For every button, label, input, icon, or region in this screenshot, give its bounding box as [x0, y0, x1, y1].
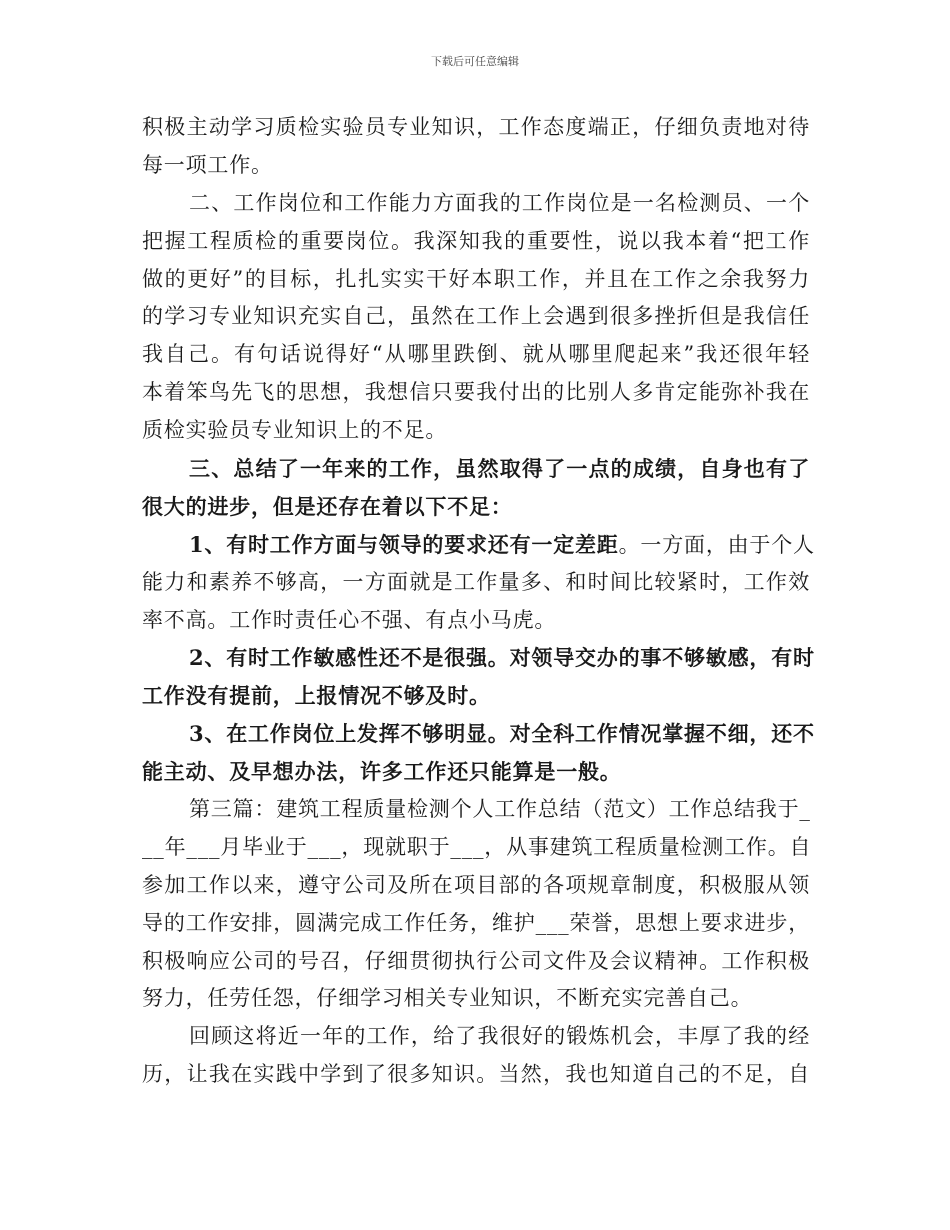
- text-line: 的学习专业知识充实自己，虽然在工作上会遇到很多挫折但是我信任: [142, 304, 810, 329]
- paragraph: [142, 1018, 810, 1094]
- text-line: 我自己。有句话说得好“从哪里跌倒、就从哪里爬起来”我还很年轻: [142, 342, 810, 367]
- document-body: [142, 109, 815, 1094]
- text-line: 把握工程质检的重要岗位。我深知我的重要性，说以我本着“把工作: [142, 228, 810, 253]
- text-line: 工作没有提前，上报情况不够及时。: [142, 683, 491, 709]
- text-line: 2、有时工作敏感性还不是很强。对领导交办的事不够敏感，有时: [189, 645, 815, 671]
- text-line: 历，让我在实践中学到了很多知识。当然，我也知道自己的不足，自: [142, 1062, 810, 1087]
- text-line: 导的工作安排，圆满完成工作任务，维护___荣誉，思想上要求进步，: [142, 910, 810, 935]
- section-heading: [142, 450, 810, 526]
- paragraph: [142, 185, 810, 450]
- page-header: 下载后可任意编辑: [431, 55, 519, 68]
- text-line: 能主动、及早想办法，许多工作还只能算是一般。: [142, 759, 622, 785]
- text-line: 率不高。工作时责任心不强、有点小马虎。: [142, 607, 557, 632]
- paragraph: [142, 715, 815, 791]
- bold-lead: 1、有时工作方面与领导的要求还有一定差距: [189, 531, 619, 557]
- text-line: 参加工作以来，遵守公司及所在项目部的各项规章制度，积极服从领: [142, 872, 810, 897]
- paragraph: [142, 791, 810, 1018]
- text-line: 能力和素养不够高，一方面就是工作量多、和时间比较紧时，工作效: [142, 569, 810, 594]
- text-line: 回顾这将近一年的工作，给了我很好的锻炼机会，丰厚了我的经: [189, 1024, 810, 1049]
- text-line: 第三篇：建筑工程质量检测个人工作总结（范文）工作总结我于_: [189, 797, 811, 822]
- text-line: 三、总结了一年来的工作，虽然取得了一点的成绩，自身也有了: [189, 456, 810, 482]
- text-line: 努力，任劳任怨，仔细学习相关专业知识，不断充实完善自己。: [142, 986, 753, 1011]
- text-line: 积极响应公司的号召，仔细贯彻执行公司文件及会议精神。工作积极: [142, 948, 810, 973]
- text-line: 做的更好”的目标，扎扎实实干好本职工作，并且在工作之余我努力: [142, 266, 810, 291]
- text-line: [142, 526, 815, 564]
- text-line: 每一项工作。: [142, 152, 273, 177]
- text-line: 本着笨鸟先飞的思想，我想信只要我付出的比别人多肯定能弥补我在: [142, 380, 810, 405]
- text-line: 3、在工作岗位上发挥不够明显。对全科工作情况掌握不细，还不: [189, 721, 815, 747]
- text-line: 质检实验员专业知识上的不足。: [142, 418, 448, 443]
- paragraph: [142, 526, 815, 640]
- lead-rest: 。一方面，由于个人: [618, 532, 815, 557]
- text-line: 积极主动学习质检实验员专业知识，工作态度端正，仔细负责地对待: [142, 115, 810, 139]
- text-line: __年___月毕业于___，现就职于___，从事建筑工程质量检测工作。自: [142, 834, 812, 859]
- text-line: 很大的进步，但是还存在着以下不足：: [142, 493, 513, 519]
- text-line: 二、工作岗位和工作能力方面我的工作岗位是一名检测员、一个: [189, 190, 810, 215]
- paragraph: [142, 109, 810, 185]
- paragraph: [142, 639, 815, 715]
